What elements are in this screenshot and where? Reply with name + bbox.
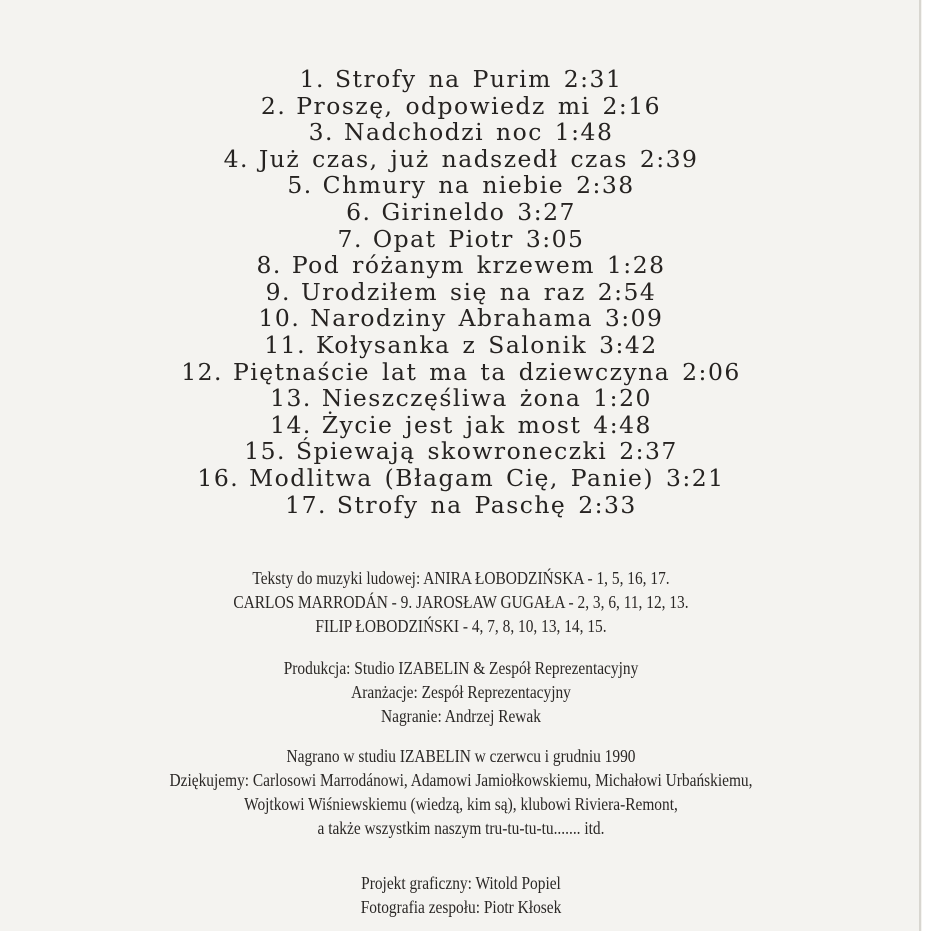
track-item (0, 492, 922, 519)
credit-line: Wojtkowi Wiśniewskiemu (wiedzą, kim są), klubowi Riviera-Remont, (244, 794, 678, 814)
track-number: 10. (258, 304, 301, 333)
track-list (0, 66, 922, 518)
track-item (0, 199, 922, 226)
track-title: Opat Piotr 3:05 (372, 224, 585, 253)
page-edge-divider (919, 0, 921, 931)
track-title: Życie jest jak most 4:48 (321, 410, 652, 439)
track-number: 14. (270, 410, 312, 439)
track-title: Piętnaście lat ma ta dziewczyna 2:06 (232, 357, 741, 386)
track-title: Strofy na Paschę 2:33 (336, 490, 637, 519)
credit-line: Projekt graficzny: Witold Popiel (361, 873, 561, 893)
track-title: Urodziłem się na raz 2:54 (301, 277, 657, 306)
track-number: 13. (270, 384, 312, 413)
track-item (0, 385, 922, 412)
recording-notes (55, 744, 866, 840)
track-item (0, 279, 922, 306)
track-title: Narodziny Abrahama 3:09 (310, 304, 664, 333)
track-number: 5. (287, 171, 313, 200)
lyrics-credits (55, 566, 866, 638)
track-title: Chmury na niebie 2:38 (322, 171, 635, 200)
track-item (0, 66, 922, 93)
credit-line: Dziękujemy: Carlosowi Marrodánowi, Adamowi Jamiołkowskiemu, Michałowi Urbańskiemu, (169, 770, 753, 790)
track-item (0, 119, 922, 146)
track-number: 2. (260, 91, 287, 120)
track-number: 3. (308, 118, 334, 147)
track-item (0, 226, 922, 253)
credit-line: Produkcja: Studio IZABELIN & Zespół Reprezentacyjny (283, 658, 639, 678)
track-title: Nadchodzi noc 1:48 (343, 118, 614, 147)
production-credits (55, 656, 866, 728)
track-item (0, 172, 922, 199)
track-item (0, 465, 922, 492)
track-title: Girineldo 3:27 (381, 197, 576, 226)
track-title: Modlitwa (Błagam Cię, Panie) 3:21 (249, 463, 725, 492)
track-title: Kołysanka z Salonik 3:42 (316, 330, 658, 359)
track-item (0, 332, 922, 359)
credit-line: Teksty do muzyki ludowej: ANIRA ŁOBODZIŃSKA - 1, 5, 16, 17. (252, 568, 670, 588)
track-number: 6. (346, 197, 372, 226)
track-number: 4. (223, 144, 249, 173)
track-title: Proszę, odpowiedz mi 2:16 (296, 91, 662, 120)
track-number: 12. (181, 357, 223, 386)
track-item (0, 305, 922, 332)
track-title: Strofy na Purim 2:31 (334, 65, 623, 93)
credit-line: Fotografia zespołu: Piotr Kłosek (360, 897, 562, 917)
track-title: Śpiewają skowroneczki 2:37 (295, 437, 678, 466)
credit-line: Aranżacje: Zespół Reprezentacyjny (351, 682, 571, 702)
track-item (0, 93, 922, 120)
credit-line: Nagranie: Andrzej Rewak (381, 706, 541, 726)
track-number: 16. (197, 463, 240, 492)
track-item (0, 359, 922, 386)
track-number: 8. (256, 251, 282, 280)
track-item (0, 146, 922, 173)
track-number: 1. (299, 65, 325, 93)
track-item (0, 252, 922, 279)
track-number: 15. (244, 437, 286, 466)
track-item (0, 412, 922, 439)
design-credits (55, 871, 866, 919)
track-number: 11. (264, 330, 307, 359)
credit-line: Nagrano w studiu IZABELIN w czerwcu i grudniu 1990 (286, 746, 636, 766)
track-number: 17. (285, 490, 327, 519)
track-title: Pod różanym krzewem 1:28 (291, 251, 666, 280)
page-margin (922, 0, 931, 931)
track-number: 7. (337, 224, 363, 253)
track-item (0, 438, 922, 465)
credit-line: FILIP ŁOBODZIŃSKI - 4, 7, 8, 10, 13, 14, 15. (315, 616, 607, 636)
track-title: Już czas, już nadszedł czas 2:39 (258, 144, 699, 173)
track-number: 9. (265, 277, 292, 306)
credit-line: a także wszystkim naszym tru-tu-tu-tu....... itd. (317, 818, 605, 838)
credit-line: CARLOS MARRODÁN - 9. JAROSŁAW GUGAŁA - 2, 3, 6, 11, 12, 13. (233, 592, 689, 612)
track-title: Nieszczęśliwa żona 1:20 (321, 384, 652, 413)
